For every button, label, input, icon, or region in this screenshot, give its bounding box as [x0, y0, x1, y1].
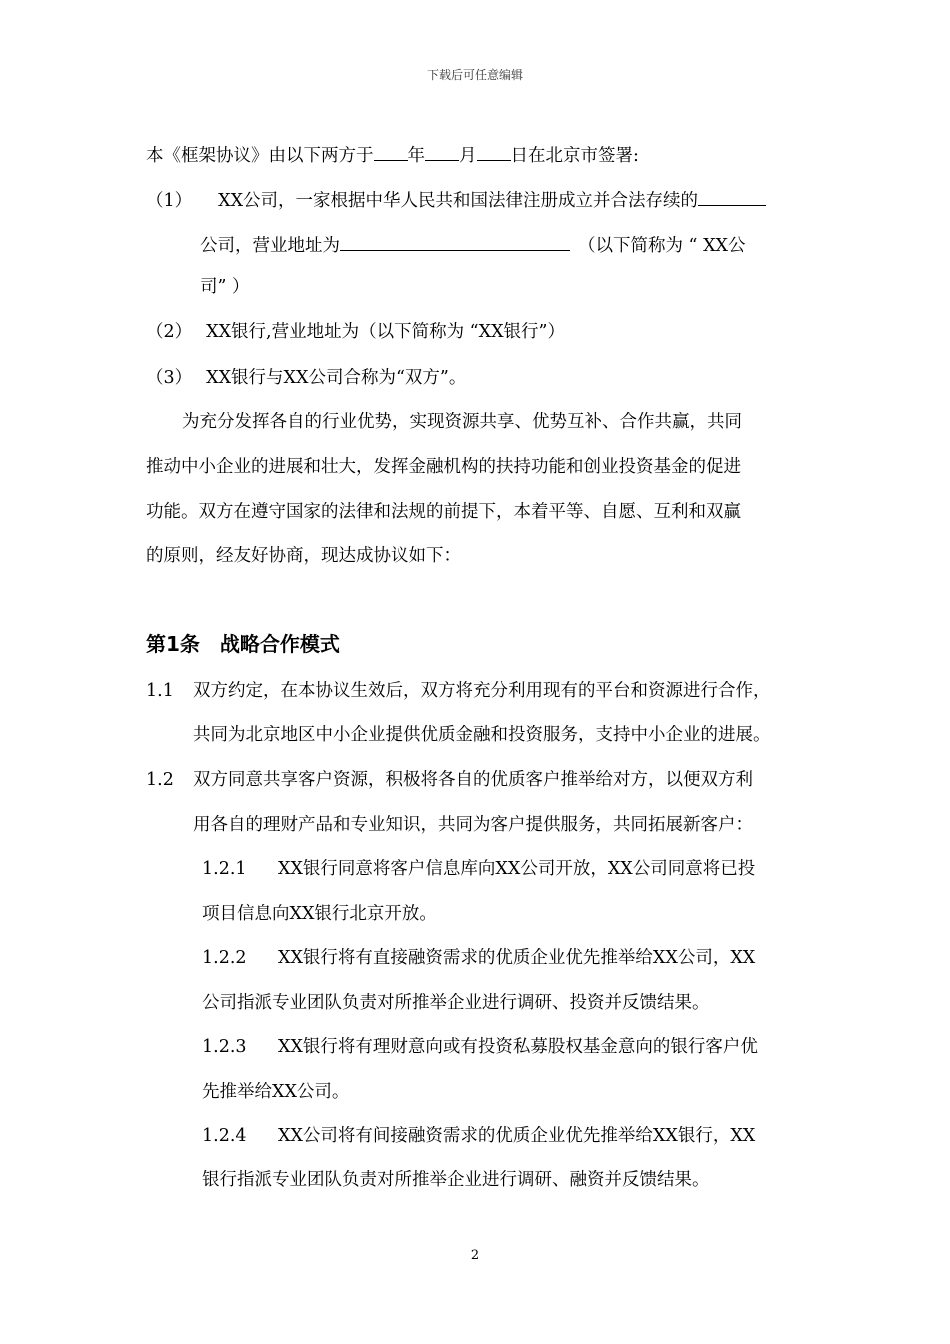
- intro-month: 月: [459, 146, 477, 166]
- party-1-address-label: 公司，营业地址为: [200, 236, 340, 256]
- party-1-short-name-end: 司” ）: [200, 277, 250, 297]
- party-1-text: XX公司，一家根据中华人民共和国法律注册成立并合法存续的: [218, 191, 699, 211]
- party-1-address-blank: [340, 232, 570, 251]
- subclause-1-2-2-line-1: XX银行将有直接融资需求的优质企业优先推举给XX公司，XX: [278, 948, 756, 968]
- preamble-line-3: 功能。双方在遵守国家的法律和法规的前提下，本着平等、自愿、互利和双赢: [146, 502, 741, 522]
- clause-1-1-line-1: 双方约定，在本协议生效后，双方将充分利用现有的平台和资源进行合作，: [193, 681, 771, 701]
- subclause-1-2-1-line-1: XX银行同意将客户信息库向XX公司开放，XX公司同意将已投: [278, 859, 756, 879]
- subclause-1-2-1-line-2: 项目信息向XX银行北京开放。: [202, 904, 437, 924]
- month-blank: [425, 142, 459, 161]
- clause-1-1-number: 1.1: [146, 681, 174, 701]
- clause-1-2-line-1: 双方同意共享客户资源，积极将各自的优质客户推举给对方，以便双方利: [193, 770, 753, 790]
- article-1-heading: 第1条 战略合作模式: [146, 632, 340, 656]
- party-2-number: （2）: [146, 322, 193, 342]
- party-1-short-name: （以下简称为 “ XX公: [578, 236, 746, 256]
- party-1-number: （1）: [146, 191, 193, 211]
- clause-1-1-line-2: 共同为北京地区中小企业提供优质金融和投资服务，支持中小企业的进展。: [193, 725, 771, 745]
- party-1-line-1: [146, 187, 766, 213]
- party-2-text: XX银行,营业地址为（以下简称为 “XX银行”）: [206, 322, 565, 342]
- preamble-line-1: 为充分发挥各自的行业优势，实现资源共享、优势互补、合作共赢，共同: [182, 412, 742, 432]
- party-3-text: XX银行与XX公司合称为“双方”。: [206, 368, 467, 388]
- subclause-1-2-4-number: 1.2.4: [202, 1126, 247, 1146]
- subclause-1-2-4-line-1: XX公司将有间接融资需求的优质企业优先推举给XX银行，XX: [278, 1126, 756, 1146]
- party-3-number: （3）: [146, 368, 193, 388]
- clause-1-2-number: 1.2: [146, 770, 174, 790]
- day-blank: [477, 142, 511, 161]
- intro-day-place: 日在北京市签署:: [510, 146, 639, 166]
- intro-line: [146, 142, 639, 168]
- party-1-type-blank: [698, 187, 766, 206]
- party-2-line: [146, 320, 565, 344]
- intro-text: 本《框架协议》由以下两方于: [146, 146, 374, 166]
- subclause-1-2-3-number: 1.2.3: [202, 1037, 247, 1057]
- clause-1-2-line-2: 用各自的理财产品和专业知识，共同为客户提供服务，共同拓展新客户：: [193, 815, 753, 835]
- party-3-line: [146, 366, 466, 390]
- subclause-1-2-3-line-1: XX银行将有理财意向或有投资私募股权基金意向的银行客户优: [278, 1037, 758, 1057]
- party-1-line-3: [200, 275, 250, 299]
- page-number: 2: [470, 1248, 480, 1263]
- subclause-1-2-4-line-2: 银行指派专业团队负责对所推举企业进行调研、融资并反馈结果。: [202, 1170, 710, 1190]
- party-1-line-2: [200, 232, 746, 258]
- preamble-line-2: 推动中小企业的进展和壮大，发挥金融机构的扶持功能和创业投资基金的促进: [146, 457, 741, 477]
- preamble-line-4: 的原则，经友好协商，现达成协议如下：: [146, 546, 461, 566]
- subclause-1-2-1-number: 1.2.1: [202, 859, 247, 879]
- intro-year: 年: [407, 146, 425, 166]
- year-blank: [374, 142, 408, 161]
- subclause-1-2-2-line-2: 公司指派专业团队负责对所推举企业进行调研、投资并反馈结果。: [202, 993, 710, 1013]
- subclause-1-2-3-line-2: 先推举给XX公司。: [202, 1082, 350, 1102]
- subclause-1-2-2-number: 1.2.2: [202, 948, 247, 968]
- header-note: 下载后可任意编辑: [426, 68, 523, 82]
